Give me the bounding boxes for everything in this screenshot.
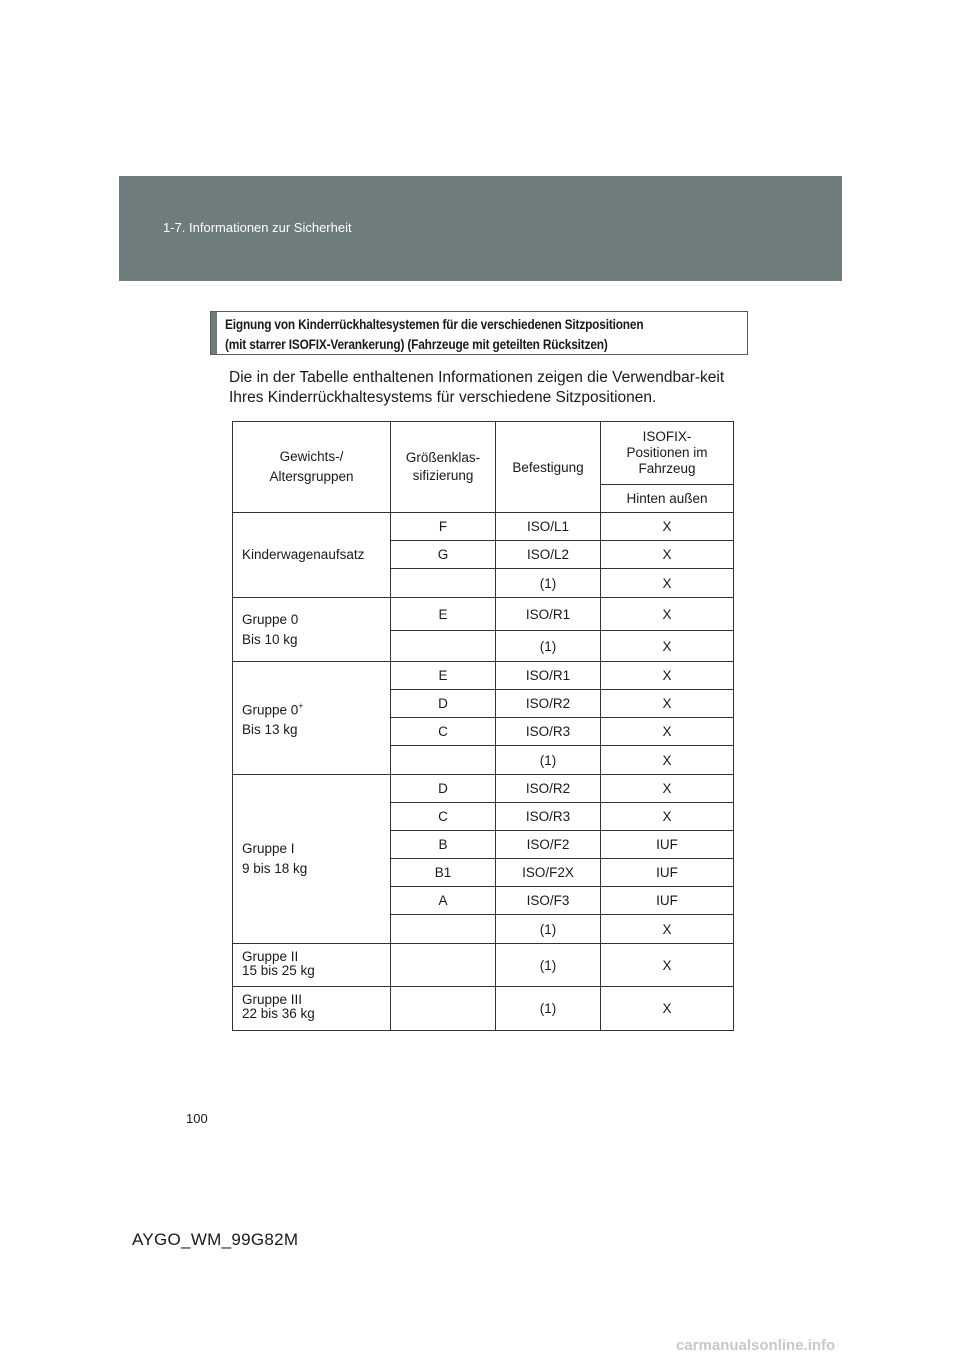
rear-outer-value-cell: X xyxy=(601,944,734,987)
rear-outer-value-cell: X xyxy=(601,746,734,775)
size-class-cell: F xyxy=(391,513,496,541)
group-label-superscript: + xyxy=(298,700,304,711)
rear-outer-value-cell: X xyxy=(601,718,734,746)
size-class-cell: D xyxy=(391,690,496,718)
group-label-line: Bis 10 kg xyxy=(242,631,298,647)
group-label-line: Gruppe 0 xyxy=(242,702,299,718)
section-header-band xyxy=(119,176,842,281)
info-box-line-1: Eignung von Kinderrückhaltesystemen für die verschiedenen Sitzpositionen xyxy=(225,317,644,332)
rear-outer-value-cell: X xyxy=(601,987,734,1031)
rear-outer-value-cell: X xyxy=(601,803,734,831)
rear-outer-value-cell: X xyxy=(601,569,734,598)
intro-paragraph: Die in der Tabelle enthaltenen Informationen zeigen die Verwendbar-keit Ihres Kinderrückhaltesystems für verschiedene Sitzpositionen. xyxy=(229,369,725,406)
header-weight-age-group: Gewichts-/ Altersgruppen xyxy=(233,422,391,513)
size-class-cell xyxy=(391,915,496,944)
group-label xyxy=(233,987,391,1031)
size-class-cell: C xyxy=(391,803,496,831)
table-row xyxy=(233,775,734,803)
table-row xyxy=(233,987,734,1031)
fixture-cell: (1) xyxy=(496,944,601,987)
group-label-line: Gruppe II xyxy=(242,949,299,964)
size-class-cell: D xyxy=(391,775,496,803)
page-number: 100 xyxy=(186,1111,208,1126)
group-label-line: Gruppe 0 xyxy=(242,611,299,627)
fixture-cell: (1) xyxy=(496,987,601,1031)
header-size-class: Größenklas-sifizierung xyxy=(391,422,496,513)
group-label-line: Gruppe I xyxy=(242,841,295,856)
size-class-cell xyxy=(391,987,496,1031)
rear-outer-value-cell: IUF xyxy=(601,831,734,859)
group-label xyxy=(233,513,391,598)
section-title: 1-7. Informationen zur Sicherheit xyxy=(163,220,352,235)
rear-outer-value-cell: X xyxy=(601,598,734,631)
fixture-cell: (1) xyxy=(496,631,601,662)
group-label xyxy=(233,598,391,662)
document-code: AYGO_WM_99G82M xyxy=(132,1230,299,1249)
fixture-cell: ISO/R3 xyxy=(496,718,601,746)
rear-outer-value-cell: X xyxy=(601,775,734,803)
fixture-cell: ISO/L2 xyxy=(496,541,601,569)
rear-outer-value-cell: IUF xyxy=(601,859,734,887)
group-label-line: 9 bis 18 kg xyxy=(242,861,308,876)
fixture-cell: ISO/F2 xyxy=(496,831,601,859)
table-row xyxy=(233,662,734,690)
table-body xyxy=(233,513,734,1031)
rear-outer-value-cell: X xyxy=(601,662,734,690)
header-rear-outer: Hinten außen xyxy=(601,485,734,513)
size-class-cell xyxy=(391,569,496,598)
fixture-cell: ISO/R1 xyxy=(496,662,601,690)
fixture-cell: ISO/L1 xyxy=(496,513,601,541)
size-class-cell: B1 xyxy=(391,859,496,887)
fixture-cell: ISO/F3 xyxy=(496,887,601,915)
fixture-cell: (1) xyxy=(496,915,601,944)
fixture-cell: ISO/R2 xyxy=(496,690,601,718)
table-row xyxy=(233,598,734,631)
size-class-cell: A xyxy=(391,887,496,915)
fixture-cell: ISO/R3 xyxy=(496,803,601,831)
size-class-cell xyxy=(391,631,496,662)
size-class-cell: E xyxy=(391,662,496,690)
group-label xyxy=(233,944,391,987)
fixture-cell: ISO/R2 xyxy=(496,775,601,803)
rear-outer-value-cell: X xyxy=(601,631,734,662)
fixture-cell: (1) xyxy=(496,746,601,775)
table-row xyxy=(233,944,734,987)
group-label xyxy=(233,775,391,944)
rear-outer-value-cell: X xyxy=(601,541,734,569)
group-label-line: Bis 13 kg xyxy=(242,722,298,738)
rear-outer-value-cell: X xyxy=(601,915,734,944)
group-label xyxy=(233,662,391,775)
size-class-cell: C xyxy=(391,718,496,746)
group-label-line: Gruppe III xyxy=(242,992,303,1007)
info-box-accent-bar xyxy=(211,312,217,354)
info-box-line-2: (mit starrer ISOFIX-Verankerung) (Fahrzeuge mit geteilten Rücksitzen) xyxy=(225,337,608,352)
group-label-line: Kinderwagenaufsatz xyxy=(242,547,365,562)
size-class-cell: B xyxy=(391,831,496,859)
group-label-line: 22 bis 36 kg xyxy=(242,1006,315,1021)
group-label-line: 15 bis 25 kg xyxy=(242,963,315,978)
header-isofix-positions: ISOFIX-Positionen im Fahrzeug xyxy=(601,422,734,485)
rear-outer-value-cell: X xyxy=(601,690,734,718)
table-row xyxy=(233,513,734,541)
fixture-cell: ISO/F2X xyxy=(496,859,601,887)
size-class-cell: G xyxy=(391,541,496,569)
rear-outer-value-cell: IUF xyxy=(601,887,734,915)
size-class-cell: E xyxy=(391,598,496,631)
rear-outer-value-cell: X xyxy=(601,513,734,541)
watermark: carmanualsonline.info xyxy=(676,1337,836,1354)
size-class-cell xyxy=(391,746,496,775)
header-fixture: Befestigung xyxy=(496,422,601,513)
size-class-cell xyxy=(391,944,496,987)
fixture-cell: ISO/R1 xyxy=(496,598,601,631)
fixture-cell: (1) xyxy=(496,569,601,598)
isofix-suitability-table xyxy=(232,421,734,1031)
info-box xyxy=(210,311,748,355)
